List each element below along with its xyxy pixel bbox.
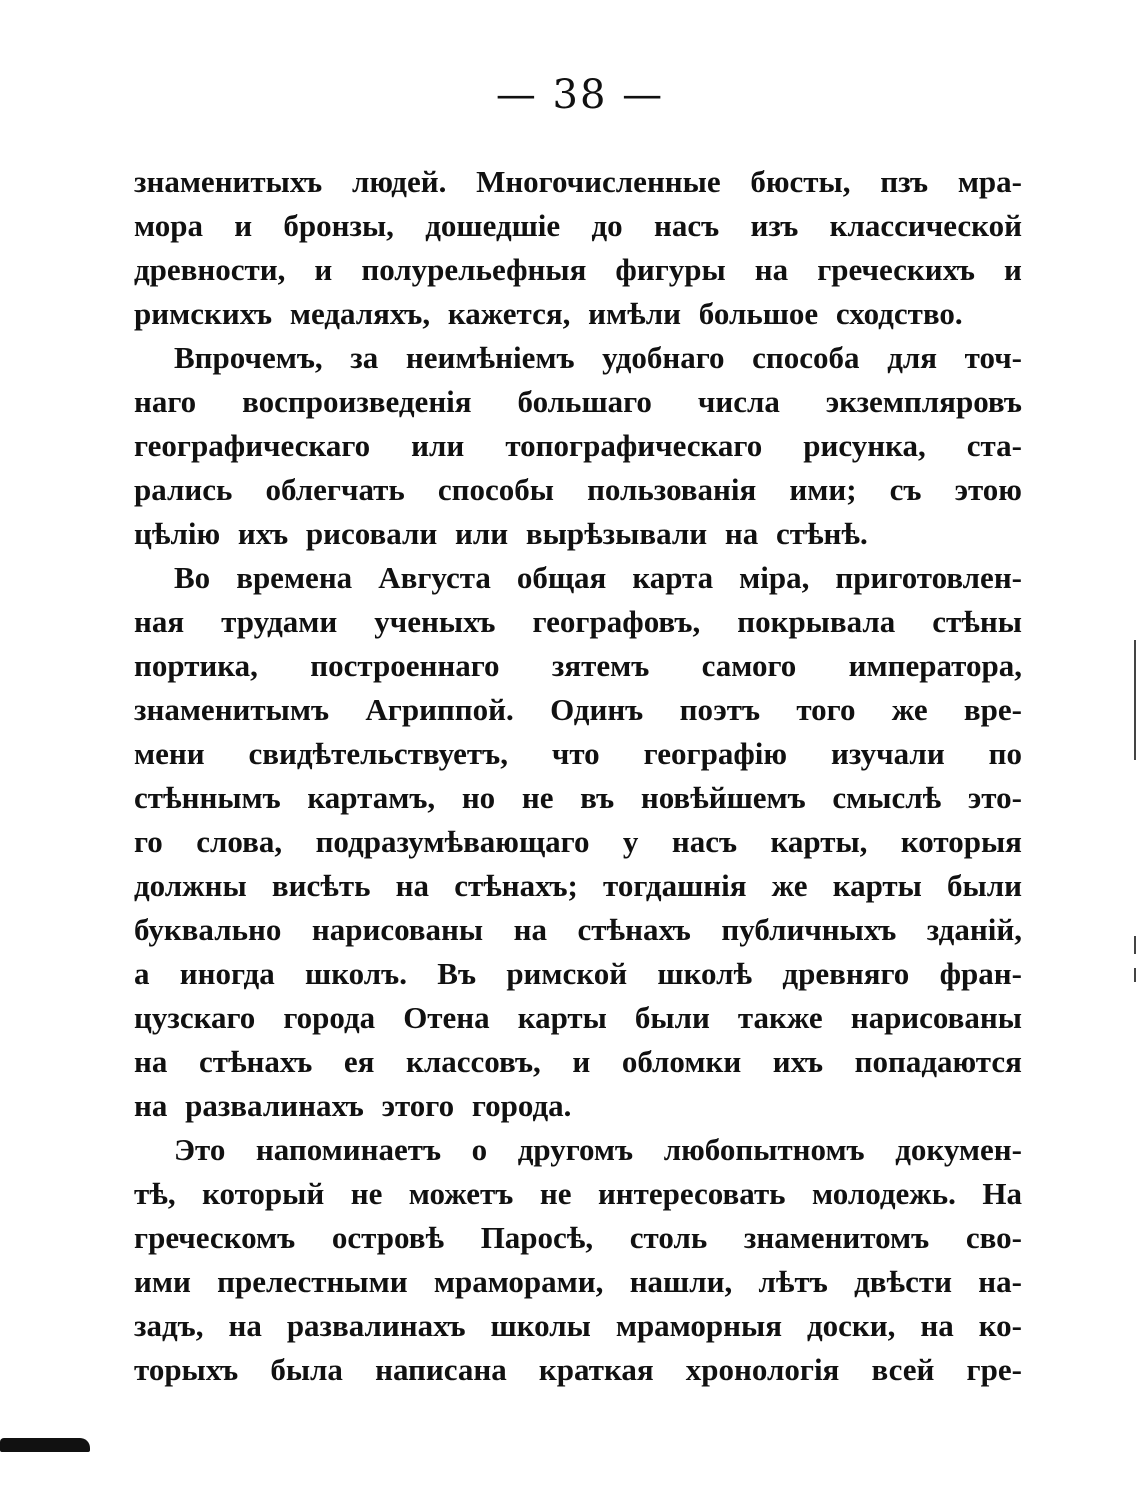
text-line: древности, и полурельефныя фигуры на греческихъ и [134,252,1022,287]
text-line: на стѣнахъ ея классовъ, и обломки ихъ попадаются [134,1044,1022,1079]
text-line: Во времена Августа общая карта міра, приготовлен- [174,560,1022,595]
text-line: Это напоминаетъ о другомъ любопытномъ докумен- [174,1132,1022,1167]
text-line: мора и бронзы, дошедшіе до насъ изъ классической [134,208,1022,243]
text-line: задъ, на развалинахъ школы мраморныя доски, на ко- [134,1308,1022,1343]
text-line: мени свидѣтельствуетъ, что географію изучали по [134,736,1022,771]
text-line: на развалинахъ этого города. [134,1088,572,1123]
text-line: знаменитымъ Агриппой. Одинъ поэтъ того же вре- [134,692,1022,727]
text-line: ими прелестными мраморами, нашли, лѣтъ двѣсти на- [134,1264,1022,1299]
text-line: го слова, подразумѣвающаго у насъ карты, которыя [134,824,1022,859]
text-line: должны висѣть на стѣнахъ; тогдашнія же карты были [134,868,1022,903]
ink-smudge [0,1438,90,1452]
text-line: ная трудами ученыхъ географовъ, покрывала стѣны [134,604,1022,639]
page-number: — 38 — [495,72,665,118]
text-line: знаменитыхъ людей. Многочисленные бюсты, пзъ мра- [134,164,1022,199]
text-line: Впрочемъ, за неимѣніемъ удобнаго способа для точ- [174,340,1022,375]
text-line: цузскаго города Отена карты были также нарисованы [134,1000,1022,1035]
text-line: стѣннымъ картамъ, но не въ новѣйшемъ смыслѣ это- [134,780,1022,815]
body-text [134,160,1022,1392]
text-line: портика, построеннаго зятемъ самого императора, [134,648,1022,683]
text-line: буквально нарисованы на стѣнахъ публичныхъ зданій, [134,912,1022,947]
text-line: наго воспроизведенія большаго числа экземпляровъ [134,384,1022,419]
page-edge-mark [1134,968,1136,982]
text-line: цѣлію ихъ рисовали или вырѣзывали на стѣнѣ. [134,516,868,551]
text-line: греческомъ островѣ Паросѣ, столь знаменитомъ сво- [134,1220,1022,1255]
text-line: тѣ, который не можетъ не интересовать молодежь. На [134,1176,1022,1211]
text-line: географическаго или топографическаго рисунка, ста- [134,428,1022,463]
text-line: римскихъ медаляхъ, кажется, имѣли большое сходство. [134,296,963,331]
text-line: рались облегчать способы пользованія ими; съ этою [134,472,1022,507]
text-line: а иногда школъ. Въ римской школѣ древняго фран- [134,956,1022,991]
page-edge-mark [1134,640,1136,760]
text-line: торыхъ была написана краткая хронологія всей гре- [134,1352,1022,1387]
page-edge-mark [1134,936,1136,954]
